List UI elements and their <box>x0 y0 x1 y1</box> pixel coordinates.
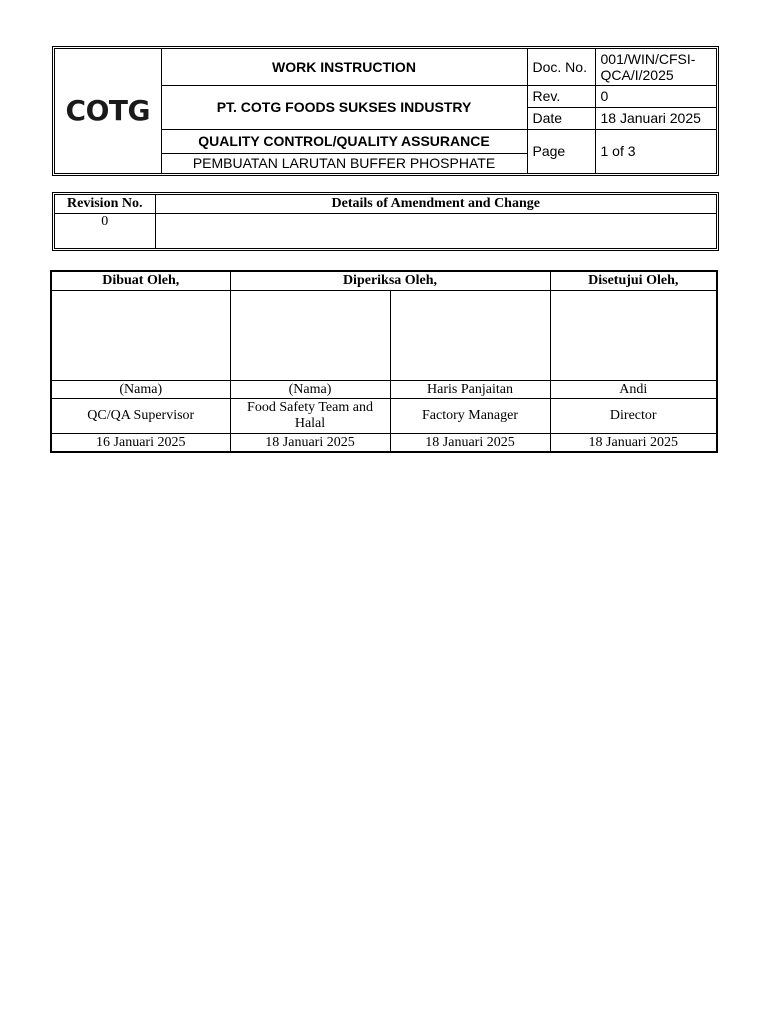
doc-no-value: 001/WIN/CFSI-QCA/I/2025 <box>595 49 716 85</box>
page-value: 1 of 3 <box>595 129 716 173</box>
signature-box <box>51 291 230 381</box>
logo-cell <box>55 49 161 173</box>
document-type-title: WORK INSTRUCTION <box>161 49 527 85</box>
company-name: PT. COTG FOODS SUKSES INDUSTRY <box>161 85 527 129</box>
document-header <box>52 46 719 176</box>
signer-position: Food Safety Team and Halal <box>230 399 390 434</box>
doc-no-label: Doc. No. <box>527 49 595 85</box>
rev-label: Rev. <box>527 85 595 107</box>
signature-box <box>550 291 717 381</box>
document-subject: PEMBUATAN LARUTAN BUFFER PHOSPHATE <box>161 153 527 173</box>
signer-name: Andi <box>550 381 717 399</box>
revision-no-header: Revision No. <box>55 195 155 213</box>
signature-row <box>51 291 717 381</box>
sign-date: 18 Januari 2025 <box>390 434 550 453</box>
signer-position: Director <box>550 399 717 434</box>
date-row <box>51 434 717 453</box>
date-label: Date <box>527 107 595 129</box>
sign-date: 18 Januari 2025 <box>550 434 717 453</box>
amendment-details-header: Details of Amendment and Change <box>155 195 716 213</box>
signer-name: (Nama) <box>230 381 390 399</box>
signature-box <box>390 291 550 381</box>
signer-position: Factory Manager <box>390 399 550 434</box>
name-row <box>51 381 717 399</box>
approval-table <box>50 270 718 453</box>
approved-by-header: Disetujui Oleh, <box>550 271 717 291</box>
signer-name: Haris Panjaitan <box>390 381 550 399</box>
sign-date: 16 Januari 2025 <box>51 434 230 453</box>
rev-value: 0 <box>595 85 716 107</box>
signer-position: QC/QA Supervisor <box>51 399 230 434</box>
revision-no-cell: 0 <box>55 213 155 248</box>
page-label: Page <box>527 129 595 173</box>
date-value: 18 Januari 2025 <box>595 107 716 129</box>
position-row <box>51 399 717 434</box>
sign-date: 18 Januari 2025 <box>230 434 390 453</box>
amendment-details-cell <box>155 213 716 248</box>
company-logo: COTG <box>65 94 150 128</box>
department-name: QUALITY CONTROL/QUALITY ASSURANCE <box>161 129 527 153</box>
made-by-header: Dibuat Oleh, <box>51 271 230 291</box>
revision-table <box>52 192 719 251</box>
signer-name: (Nama) <box>51 381 230 399</box>
checked-by-header: Diperiksa Oleh, <box>230 271 550 291</box>
signature-box <box>230 291 390 381</box>
table-row <box>55 213 716 248</box>
